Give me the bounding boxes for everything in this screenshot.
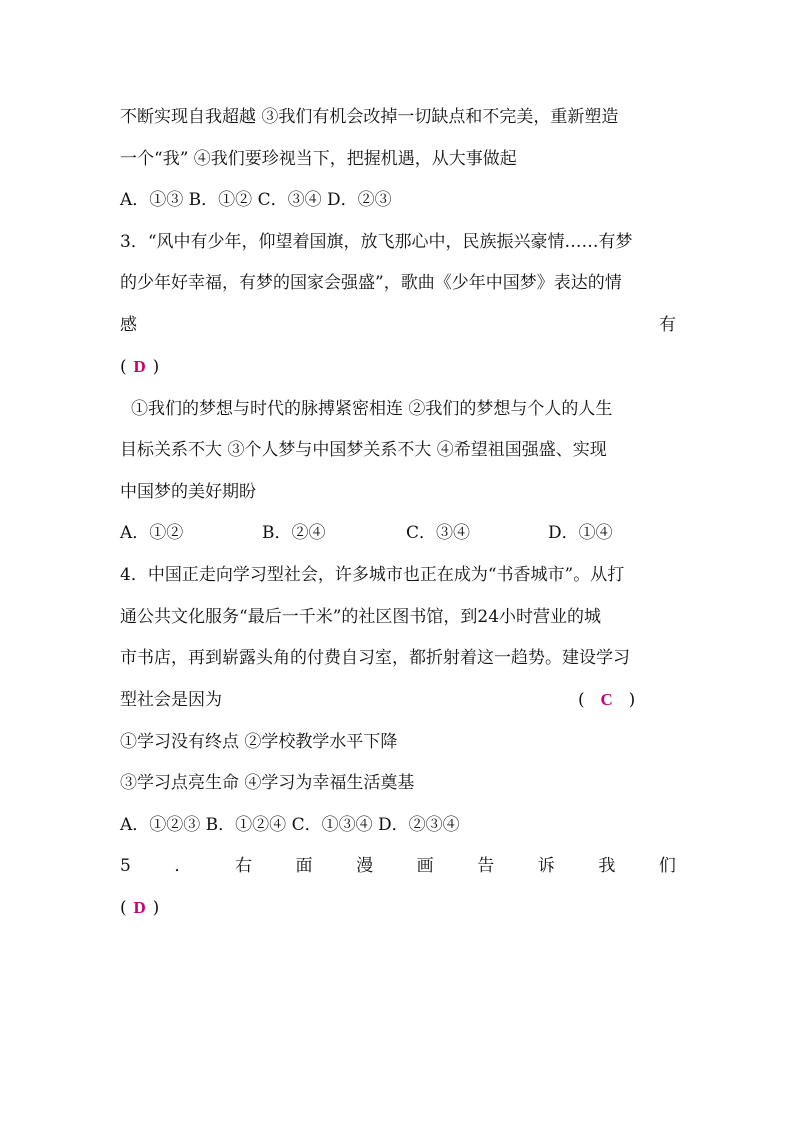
q3-stem-left-char: 感 bbox=[120, 315, 137, 335]
q5-word: 漫 bbox=[356, 856, 374, 876]
q3-choice-d: D．①④ bbox=[548, 523, 613, 543]
q3-stem-line-3 bbox=[120, 313, 676, 337]
q3-statement-line-1: ①我们的梦想与时代的脉搏紧密相连 ②我们的梦想与个人的人生 bbox=[131, 399, 613, 419]
q5-word: 5 bbox=[120, 856, 131, 876]
q3-choice-c: C．③④ bbox=[406, 523, 471, 543]
q4-stem-line-3: 市书店，再到崭露头角的付费自习室，都折射着这一趋势。建设学习 bbox=[120, 648, 630, 668]
q3-answer: D bbox=[133, 357, 146, 376]
q3-stem-line-2: 的少年好幸福，有梦的国家会强盛”，歌曲《少年中国梦》表达的情 bbox=[120, 273, 622, 293]
q3-choices bbox=[120, 521, 676, 545]
q5-word: 右 bbox=[234, 856, 252, 876]
q3-statement-line-3: 中国梦的美好期盼 bbox=[120, 482, 256, 502]
q4-stem-text: 型社会是因为 bbox=[120, 690, 222, 710]
q5-word: 面 bbox=[295, 856, 313, 876]
q5-answer-bracket: ( D ) bbox=[120, 898, 160, 918]
q2-option-line-4: 一个“我” ④我们要珍视当下，把握机遇，从大事做起 bbox=[120, 149, 517, 169]
q4-stem-line-1: 4．中国正走向学习型社会，许多城市也正在成为“书香城市”。从打 bbox=[120, 565, 625, 585]
q4-choices: A．①②③ B．①②④ C．①③④ D．②③④ bbox=[120, 815, 460, 835]
q3-statement-line-2: 目标关系不大 ③个人梦与中国梦关系不大 ④希望祖国强盛、实现 bbox=[120, 440, 607, 460]
q3-answer-bracket: ( D ) bbox=[120, 357, 160, 377]
q5-word: 画 bbox=[416, 856, 434, 876]
q2-option-line-3: 不断实现自我超越 ③我们有机会改掉一切缺点和不完美，重新塑造 bbox=[120, 107, 619, 127]
q5-stem bbox=[120, 854, 676, 878]
q4-answer: C bbox=[600, 690, 613, 709]
q2-choices: A．①③ B．①② C．③④ D．②③ bbox=[120, 190, 392, 210]
q4-statement-line-2: ③学习点亮生命 ④学习为幸福生活奠基 bbox=[120, 773, 415, 793]
q4-stem-line-4 bbox=[120, 688, 676, 712]
q4-answer-bracket: ( C ) bbox=[578, 690, 636, 710]
q3-choice-b: B．②④ bbox=[262, 523, 326, 543]
q5-word: 告 bbox=[477, 856, 495, 876]
q5-word: 诉 bbox=[537, 856, 555, 876]
q5-word: 们 bbox=[658, 856, 676, 876]
q3-stem-right-char: 有 bbox=[659, 315, 676, 335]
q3-stem-line-1: 3．“风中有少年，仰望着国旗，放飞那心中，民族振兴豪情……有梦 bbox=[120, 232, 633, 252]
q5-word: ． bbox=[174, 856, 192, 876]
q5-answer: D bbox=[133, 898, 146, 917]
q4-stem-line-2: 通公共文化服务“最后一千米”的社区图书馆，到24小时营业的城 bbox=[120, 607, 602, 627]
q4-statement-line-1: ①学习没有终点 ②学校教学水平下降 bbox=[120, 732, 398, 752]
q5-word: 我 bbox=[598, 856, 616, 876]
q3-choice-a: A．①② bbox=[120, 523, 184, 543]
